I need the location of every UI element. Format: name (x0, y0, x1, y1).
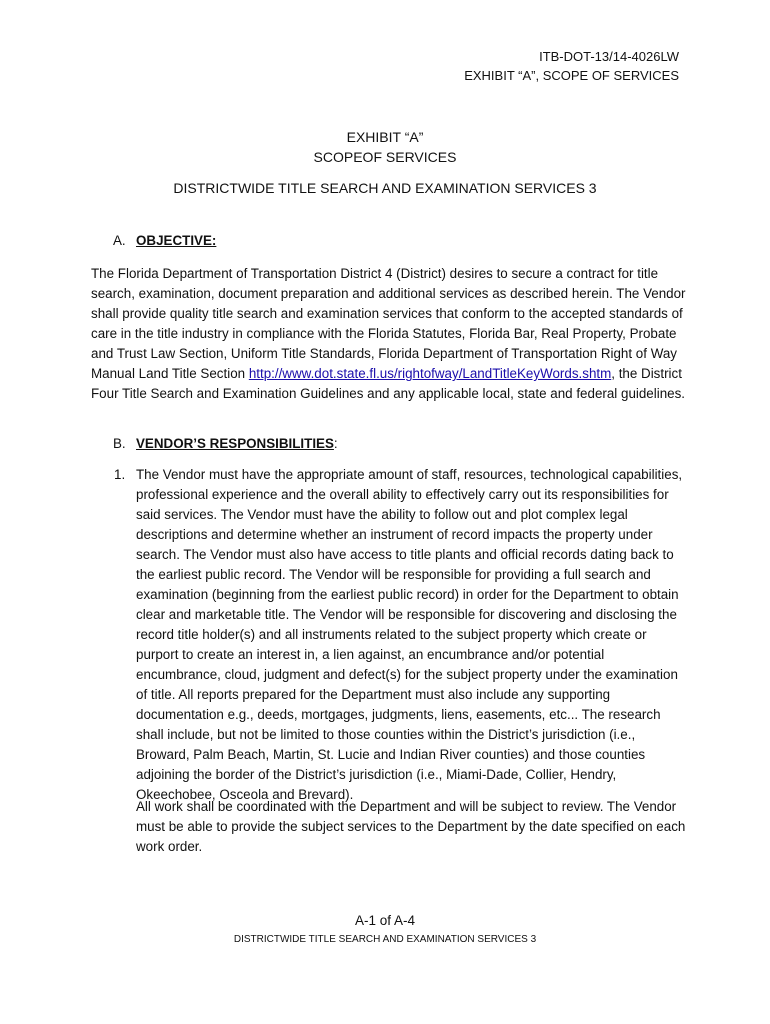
section-a-letter: A. (113, 233, 126, 248)
section-a-heading (113, 232, 216, 250)
objective-text-end: , the District Four Title Search and Examination Guidelines and any applicable local, state and federal guidelines. (91, 366, 686, 401)
item-1-paragraph: The Vendor must have the appropriate amount of staff, resources, technological capabilities, professional experience and the overall ability to effectively carry out its responsibilities for said services. The Vendor must have the ability to follow out and plot complex legal descriptions and determine whether an instrument of record impacts the property under search. The Vendor must also have access to title plants and official records dating back to the earliest public record. The Vendor will be responsible for providing a full search and examination (beginning from the earliest public record) in order for the Department to obtain clear and marketable title. The Vendor will be responsible for discovering and disclosing the record title holder(s) and all instruments related to the subject property which create or purport to create an interest in, a lien against, an encumbrance and/or potential encumbrance, cloud, judgment and defect(s) for the subject property under the examination of title. All reports prepared for the Department must also include any supporting documentation e.g., deeds, mortgages, judgments, liens, easements, etc... The research shall include, but not be limited to those counties within the District’s jurisdiction (i.e., Broward, Palm Beach, Martin, St. Lucie and Indian River counties) and those counties adjoining the border of the District’s jurisdiction (i.e., Miami-Dade, Collier, Hendry, Okeechobee, Osceola and Brevard). (136, 467, 683, 802)
header-exhibit-line: EXHIBIT “A”, SCOPE OF SERVICES (464, 68, 679, 83)
section-b-colon: : (333, 436, 338, 451)
page-number: A-1 of A-4 (354, 913, 416, 928)
item-1-number: 1. (114, 467, 126, 482)
section-b-heading (113, 435, 338, 453)
document-id: ITB-DOT-13/14-4026LW (539, 49, 679, 64)
footer-title: DISTRICTWIDE TITLE SEARCH AND EXAMINATION SERVICES 3 (233, 934, 537, 945)
section-a-title: OBJECTIVE: (136, 233, 217, 248)
item-1-followup-paragraph: All work shall be coordinated with the Department and will be subject to review. The Vendor must be able to provide the subject services to the Department by the date specified on each work order. (136, 799, 686, 854)
section-b-letter: B. (113, 436, 126, 451)
title-block (0, 127, 770, 198)
objective-paragraph (91, 264, 691, 404)
page-footer (0, 912, 770, 947)
land-title-link[interactable]: http://www.dot.state.fl.us/rightofway/LandTitleKeyWords.shtm (248, 366, 612, 381)
section-b-title: VENDOR’S RESPONSIBILITIES (136, 436, 334, 451)
scope-title: SCOPEOF SERVICES (313, 149, 457, 165)
page-header (464, 47, 679, 85)
project-title: DISTRICTWIDE TITLE SEARCH AND EXAMINATION SERVICES 3 (173, 180, 597, 196)
objective-text: The Florida Department of Transportation District 4 (District) desires to secure a contract for title search, examination, document preparation and additional services as described herein. The Vendor shall provide quality title search and examination services that conform to the accepted standards of care in the title industry in compliance with the Florida Statutes, Florida Bar, Real Property, Probate and Trust Law Section, Uniform Title Standards, Florida Department of Transportation Right of Way Manual Land Title Section (91, 266, 686, 381)
exhibit-title: EXHIBIT “A” (346, 129, 424, 145)
